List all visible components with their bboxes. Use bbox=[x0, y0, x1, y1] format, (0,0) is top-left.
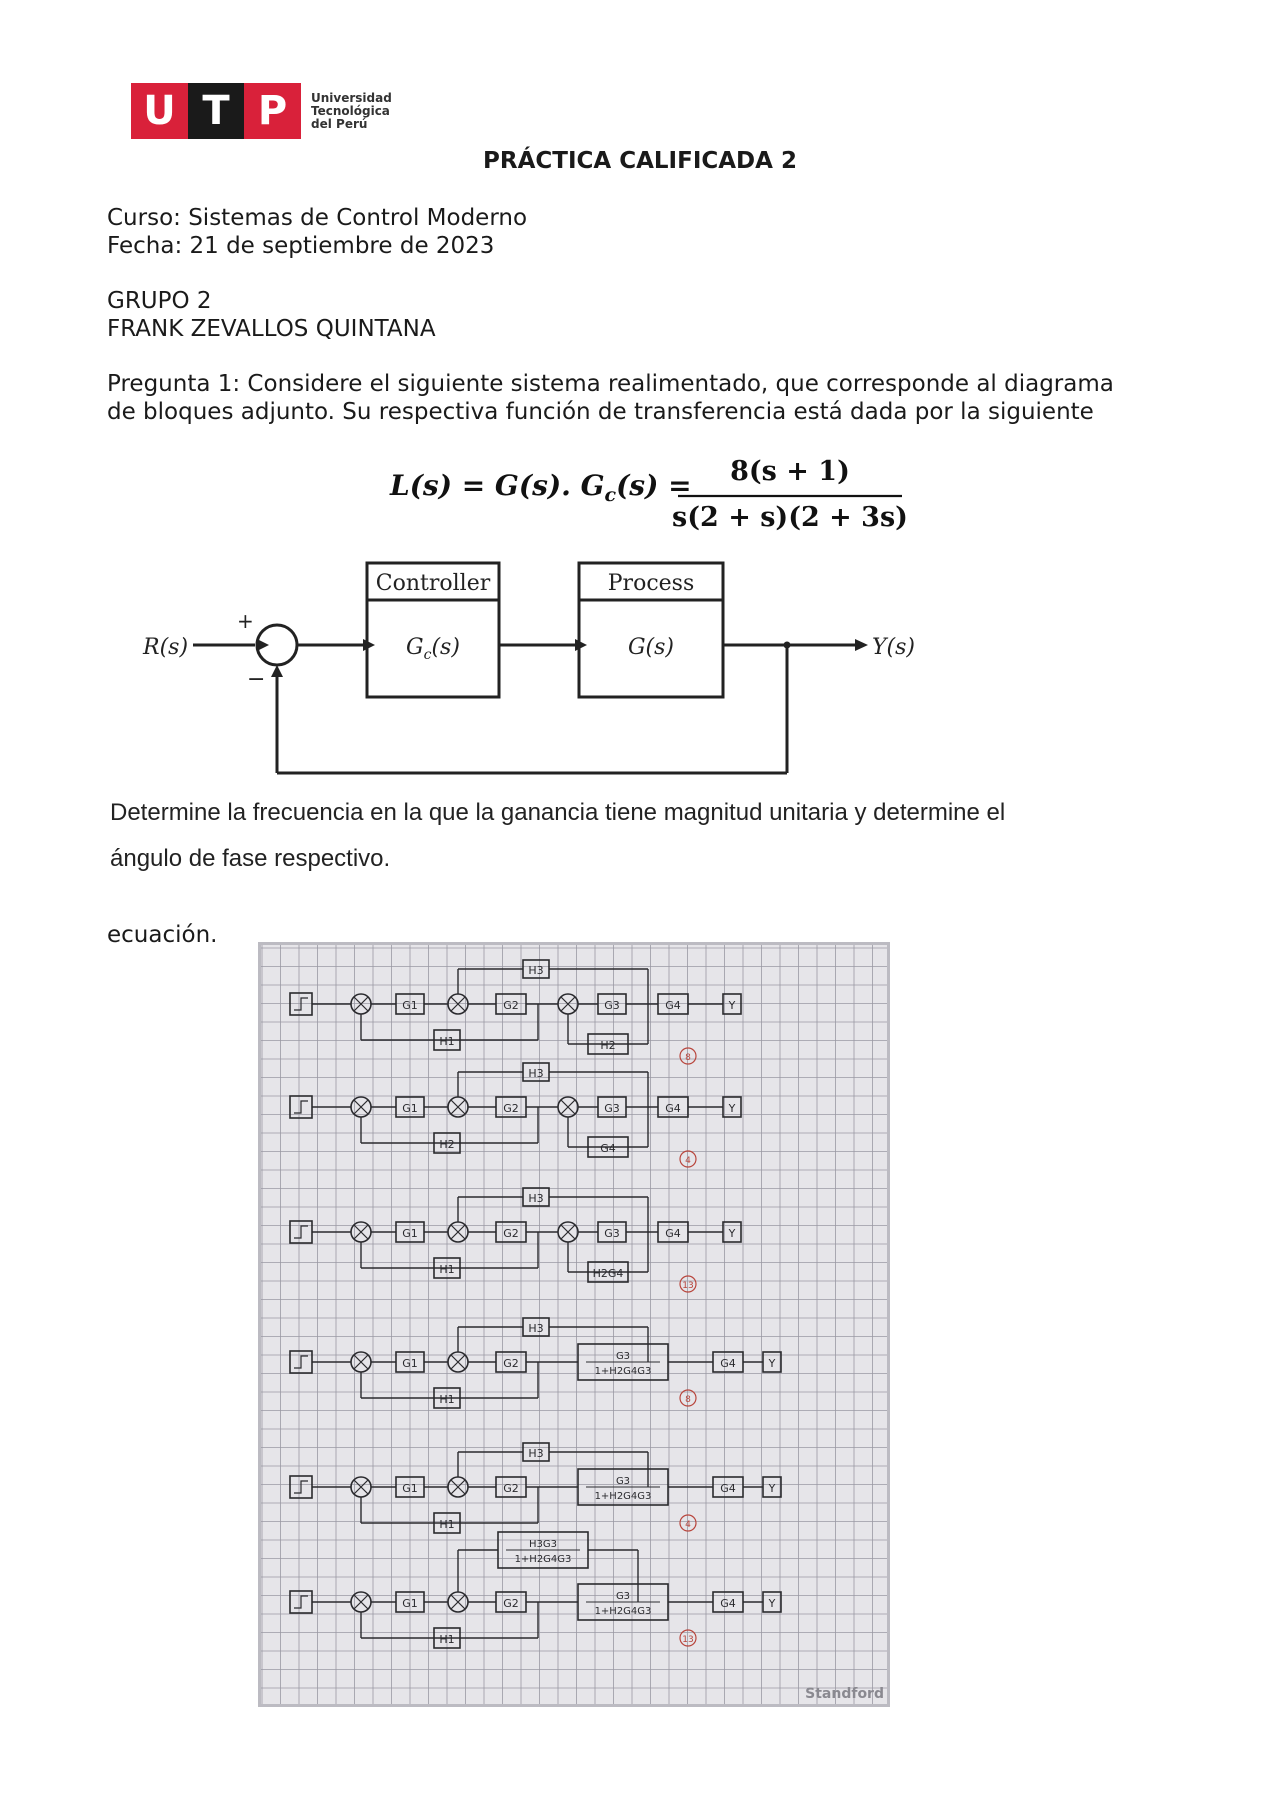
block-top-label: H3 bbox=[528, 964, 544, 977]
block-g1-label: G1 bbox=[402, 1597, 418, 1610]
block-top-label: H3 bbox=[528, 1322, 544, 1335]
plus-sign: + bbox=[237, 609, 254, 633]
svg-text:Gc(s) bbox=[406, 635, 460, 663]
block-g4-label: G4 bbox=[665, 1102, 681, 1115]
process-tf: G(s) bbox=[627, 635, 675, 660]
formula-denominator: s(2 + s)(2 + 3s) bbox=[672, 502, 908, 533]
student-line: FRANK ZEVALLOS QUINTANA bbox=[107, 316, 436, 342]
block-top-label: H3 bbox=[528, 1067, 544, 1080]
step-input-symbol bbox=[294, 998, 308, 1010]
logo-text-line: del Perú bbox=[311, 116, 368, 131]
block-g1-label: G1 bbox=[402, 1482, 418, 1495]
output-box-label: Y bbox=[768, 1597, 776, 1610]
date-line: Fecha: 21 de septiembre de 2023 bbox=[107, 233, 495, 259]
block-g4-label: G4 bbox=[665, 1227, 681, 1240]
step-circle-label: 4 bbox=[685, 1520, 691, 1530]
page-title: PRÁCTICA CALIFICADA 2 bbox=[483, 148, 797, 174]
logo-letter-p: P bbox=[244, 83, 301, 139]
block-g2-label: G2 bbox=[503, 1357, 519, 1370]
block-top-fraction-num: H3G3 bbox=[529, 1539, 557, 1550]
formula-lhs: L(s) = G(s). G bbox=[390, 469, 605, 502]
task-text bbox=[110, 790, 1110, 890]
task-line-2: ángulo de fase respectivo. bbox=[110, 845, 391, 872]
course-line: Curso: Sistemas de Control Moderno bbox=[107, 205, 528, 231]
block-fraction-den: 1+H2G4G3 bbox=[594, 1491, 652, 1502]
step-input-symbol bbox=[294, 1226, 308, 1238]
minus-sign: − bbox=[247, 667, 266, 692]
task-line-1: Determine la frecuencia en la que la ganancia tiene magnitud unitaria y determine el bbox=[110, 799, 1006, 826]
block-g2-label: G2 bbox=[503, 1482, 519, 1495]
block-g1-label: G1 bbox=[402, 999, 418, 1012]
block-feedback-label: H1 bbox=[439, 1633, 455, 1646]
formula-lhs-tail: (s) = bbox=[616, 469, 692, 502]
photo-drawing bbox=[258, 942, 890, 1707]
group-line: GRUPO 2 bbox=[107, 288, 212, 314]
step-input-symbol bbox=[294, 1356, 308, 1368]
output-box-label: Y bbox=[728, 1102, 736, 1115]
block-g2-label: G2 bbox=[503, 1597, 519, 1610]
block-top-label: H3 bbox=[528, 1192, 544, 1205]
question-line-1: Pregunta 1: Considere el siguiente sistema realimentado, que corresponde al diagrama bbox=[107, 371, 1114, 397]
logo-letter-u: U bbox=[131, 83, 188, 139]
input-label: R(s) bbox=[143, 635, 189, 660]
controller-tf-sub: c bbox=[423, 647, 432, 663]
block-feedback-label: H1 bbox=[439, 1518, 455, 1531]
block-g1-label: G1 bbox=[402, 1102, 418, 1115]
block-fraction-num: G3 bbox=[615, 1476, 631, 1487]
block-fraction-num: G3 bbox=[615, 1591, 631, 1602]
svg-text:L(s) = G(s). Gc(s) = bbox=[389, 469, 692, 506]
photo-border bbox=[258, 942, 890, 1707]
block-g1-label: G1 bbox=[402, 1227, 418, 1240]
block-g4-label: G4 bbox=[720, 1597, 736, 1610]
block-g2-label: G2 bbox=[503, 1227, 519, 1240]
formula-numerator: 8(s + 1) bbox=[730, 456, 850, 487]
block-diagram bbox=[135, 550, 935, 780]
step-circle-label: 8 bbox=[685, 1053, 691, 1063]
transfer-function-formula bbox=[380, 450, 920, 540]
block-g3-label: G3 bbox=[604, 1102, 620, 1115]
block-fraction-num: G3 bbox=[615, 1351, 631, 1362]
block-g3-label: G3 bbox=[604, 1227, 620, 1240]
step-circle-label: 8 bbox=[685, 1395, 691, 1405]
output-box-label: Y bbox=[728, 1227, 736, 1240]
output-label: Y(s) bbox=[872, 635, 915, 660]
logo-letters bbox=[131, 83, 301, 139]
block-fraction-den: 1+H2G4G3 bbox=[594, 1606, 652, 1617]
block-g4-label: G4 bbox=[720, 1357, 736, 1370]
block-feedback-label: G4 bbox=[600, 1142, 616, 1155]
output-box-label: Y bbox=[768, 1357, 776, 1370]
block-feedback-label: H2 bbox=[439, 1138, 455, 1151]
step-circle-label: 13 bbox=[682, 1635, 694, 1645]
block-g4-label: G4 bbox=[665, 999, 681, 1012]
block-top-label: H3 bbox=[528, 1447, 544, 1460]
block-feedback-label: H2G4 bbox=[592, 1267, 624, 1280]
question-line-2: de bloques adjunto. Su respectiva función de transferencia está dada por la siguiente bbox=[107, 399, 1094, 425]
logo-letter-t: T bbox=[188, 83, 244, 139]
process-title: Process bbox=[607, 571, 695, 596]
block-feedback-label: H2 bbox=[600, 1039, 616, 1052]
step-input-symbol bbox=[294, 1101, 308, 1113]
output-box-label: Y bbox=[768, 1482, 776, 1495]
block-g1-label: G1 bbox=[402, 1357, 418, 1370]
block-feedback-label: H1 bbox=[439, 1035, 455, 1048]
formula-lhs-sub: c bbox=[604, 484, 617, 506]
block-g4-label: G4 bbox=[720, 1482, 736, 1495]
step-circle-label: 13 bbox=[682, 1281, 694, 1291]
block-feedback-label: H1 bbox=[439, 1393, 455, 1406]
block-g2-label: G2 bbox=[503, 1102, 519, 1115]
handwritten-diagram-photo bbox=[258, 942, 890, 1707]
block-g2-label: G2 bbox=[503, 999, 519, 1012]
block-g3-label: G3 bbox=[604, 999, 620, 1012]
controller-tf-tail: (s) bbox=[431, 635, 460, 660]
question-continuation: ecuación. bbox=[107, 922, 218, 948]
logo-text-line: Universidad bbox=[311, 90, 392, 105]
brand-mark: Standford bbox=[805, 1686, 884, 1702]
controller-title: Controller bbox=[375, 571, 491, 596]
controller-tf: G bbox=[406, 635, 424, 660]
logo-text-line: Tecnológica bbox=[311, 103, 390, 118]
step-circle-label: 4 bbox=[685, 1156, 691, 1166]
block-feedback-label: H1 bbox=[439, 1263, 455, 1276]
output-box-label: Y bbox=[728, 999, 736, 1012]
step-input-symbol bbox=[294, 1596, 308, 1608]
utp-logo bbox=[131, 83, 392, 139]
block-fraction-den: 1+H2G4G3 bbox=[594, 1366, 652, 1377]
block-top-fraction-den: 1+H2G4G3 bbox=[514, 1554, 572, 1565]
step-input-symbol bbox=[294, 1481, 308, 1493]
logo-text bbox=[311, 92, 392, 131]
